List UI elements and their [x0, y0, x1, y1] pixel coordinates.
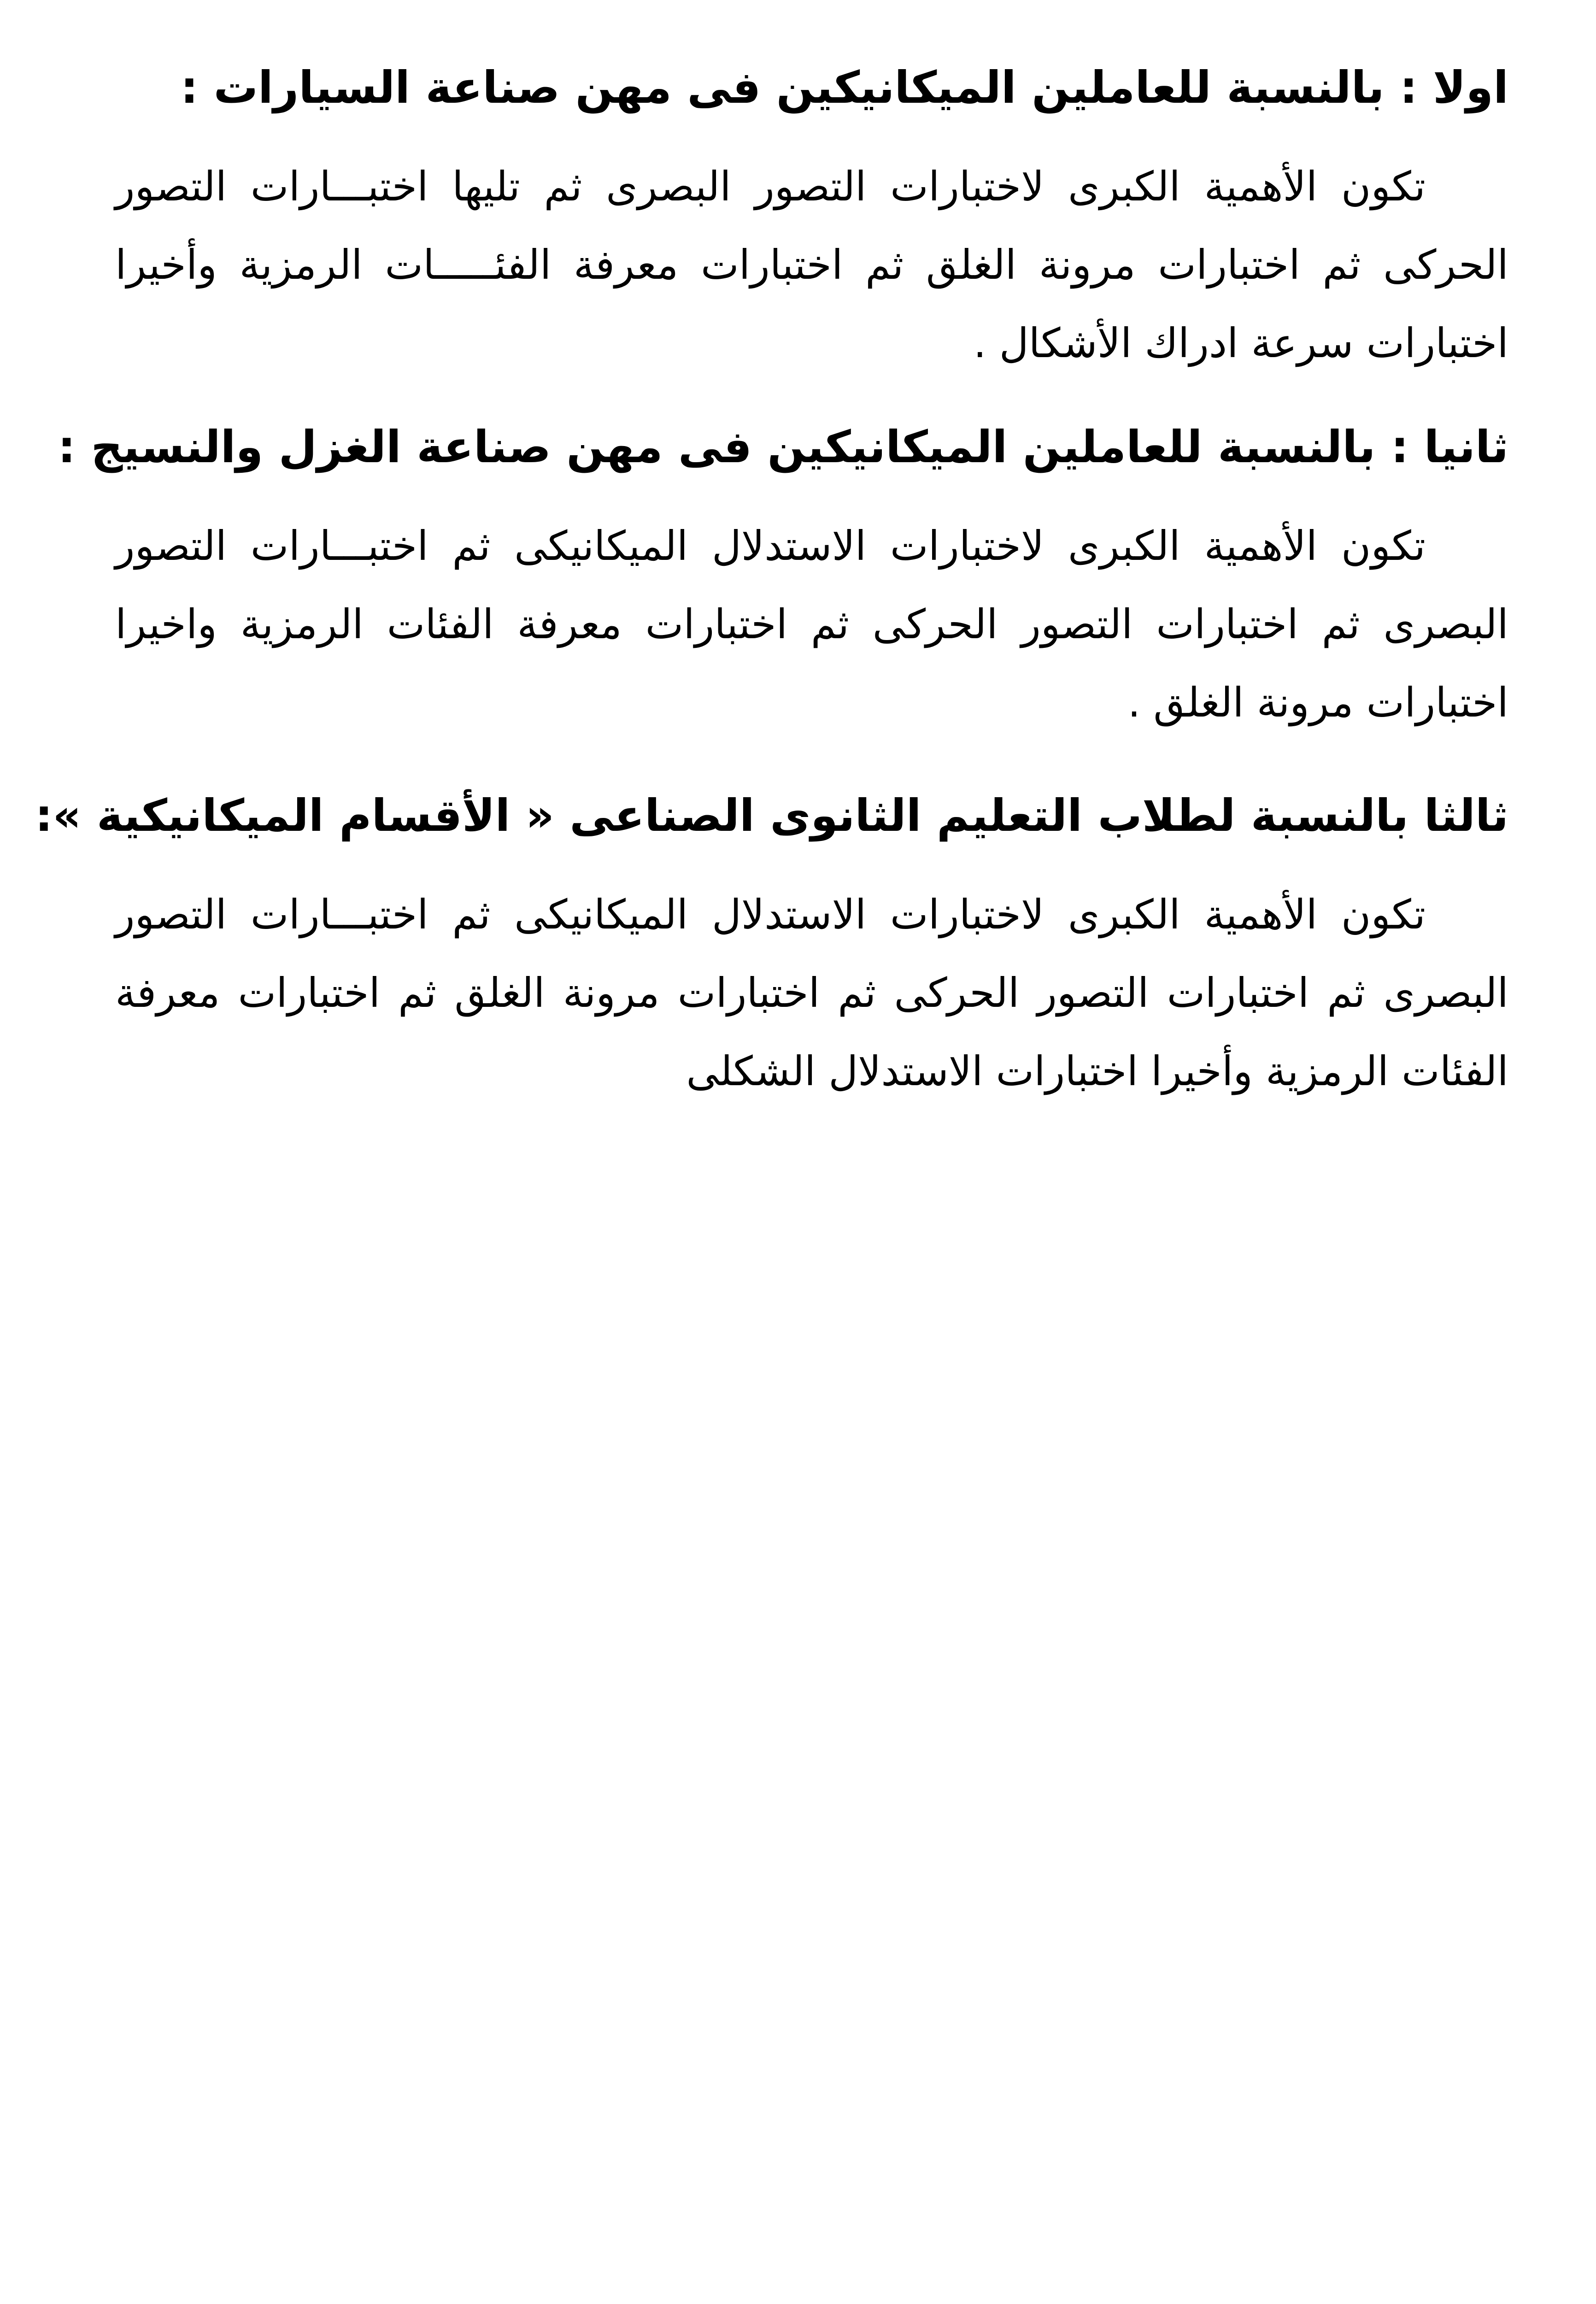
section-third: [35, 783, 1508, 1151]
section-heading: اولا : بالنسبة للعاملين الميكانيكين فى مهن صناعة السيارات :: [180, 62, 1508, 113]
section-paragraph: تكون الأهمية الكبرى لاختبارات التصور البصرى ثم تليها اختبـــارات التصور الحركى ثم اختبارات مرونة الغلق ثم اختبارات معرفة الفئـــــات الرمزية وأخيرا اختبارات سرعة ادراك الأشكال .: [115, 163, 1508, 367]
section-paragraph: تكون الأهمية الكبرى لاختبارات الاستدلال الميكانيكى ثم اختبـــارات التصور البصرى ثم اختبارات التصور الحركى ثم اختبارات معرفة الفئات الرمزية واخيرا اختبارات مرونة الغلق .: [115, 522, 1508, 726]
section-first: [115, 55, 1508, 423]
section-heading: ثالثا بالنسبة لطلاب التعليم الثانوى الصناعى « الأقسام الميكانيكية »:: [35, 790, 1508, 841]
section-paragraph: تكون الأهمية الكبرى لاختبارات الاستدلال الميكانيكى ثم اختبـــارات التصور البصرى ثم اختبارات التصور الحركى ثم اختبارات مرونة الغلق ثم اختبارات معرفة الفئات الرمزية وأخيرا اختبارات الاستدلال الشكلى: [115, 891, 1508, 1095]
section-second: [58, 415, 1508, 782]
section-heading: ثانيا : بالنسبة للعاملين الميكانيكين فى مهن صناعة الغزل والنسيج :: [58, 421, 1508, 473]
